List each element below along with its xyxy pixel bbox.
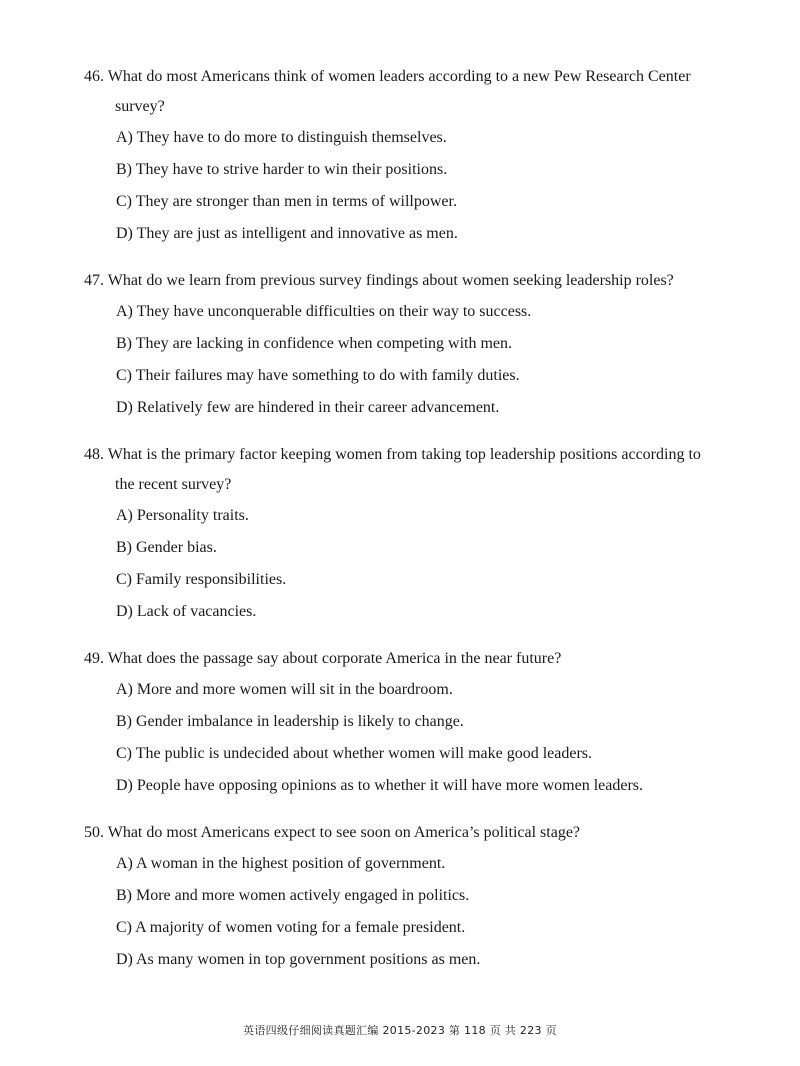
question-stem (0, 440, 800, 500)
option-a: A) Personality traits. (116, 507, 249, 524)
option-d: D) People have opposing opinions as to whether it will have more women leaders. (116, 777, 643, 794)
option-d: D) Relatively few are hindered in their career advancement. (116, 399, 500, 416)
question-stem (0, 62, 800, 122)
option-a: A) They have unconquerable difficulties on their way to success. (116, 303, 532, 320)
question-47 (0, 266, 800, 424)
option-a: A) They have to do more to distinguish themselves. (116, 129, 447, 146)
option-c: C) Family responsibilities. (116, 571, 287, 588)
option-c: C) They are stronger than men in terms of willpower. (116, 193, 457, 210)
question-number: 47. (84, 272, 104, 289)
question-text: What do most Americans think of women leaders according to a new Pew Research Center survey? (107, 68, 691, 115)
option-a: A) More and more women will sit in the boardroom. (116, 681, 453, 698)
question-stem (0, 644, 800, 674)
question-46 (0, 62, 800, 250)
option-b: B) Gender bias. (116, 539, 217, 556)
question-text: What do most Americans expect to see soon on America’s political stage? (107, 824, 581, 841)
question-stem (0, 266, 800, 296)
option-d: D) Lack of vacancies. (116, 603, 257, 620)
question-49 (0, 644, 800, 802)
option-d: D) They are just as intelligent and innovative as men. (116, 225, 458, 242)
option-b: B) Gender imbalance in leadership is likely to change. (116, 713, 464, 730)
question-50 (0, 818, 800, 976)
question-text: What do we learn from previous survey findings about women seeking leadership roles? (107, 272, 674, 289)
page-footer: 英语四级仔细阅读真题汇编 2015-2023 第 118 页 共 223 页 (243, 1024, 557, 1037)
question-number: 50. (84, 824, 104, 841)
question-number: 48. (84, 446, 104, 463)
option-b: B) They are lacking in confidence when competing with men. (116, 335, 513, 352)
question-text: What does the passage say about corporate America in the near future? (107, 650, 562, 667)
question-number: 49. (84, 650, 104, 667)
option-c: C) Their failures may have something to do with family duties. (116, 367, 520, 384)
option-b: B) More and more women actively engaged in politics. (116, 887, 470, 904)
question-48 (0, 440, 800, 628)
option-c: C) A majority of women voting for a female president. (116, 919, 466, 936)
question-number: 46. (84, 68, 104, 85)
option-b: B) They have to strive harder to win their positions. (116, 161, 448, 178)
option-d: D) As many women in top government positions as men. (116, 951, 481, 968)
option-a: A) A woman in the highest position of government. (116, 855, 446, 872)
question-stem (0, 818, 800, 848)
question-text: What is the primary factor keeping women from taking top leadership positions according to the recent survey? (107, 446, 701, 493)
option-c: C) The public is undecided about whether women will make good leaders. (116, 745, 593, 762)
